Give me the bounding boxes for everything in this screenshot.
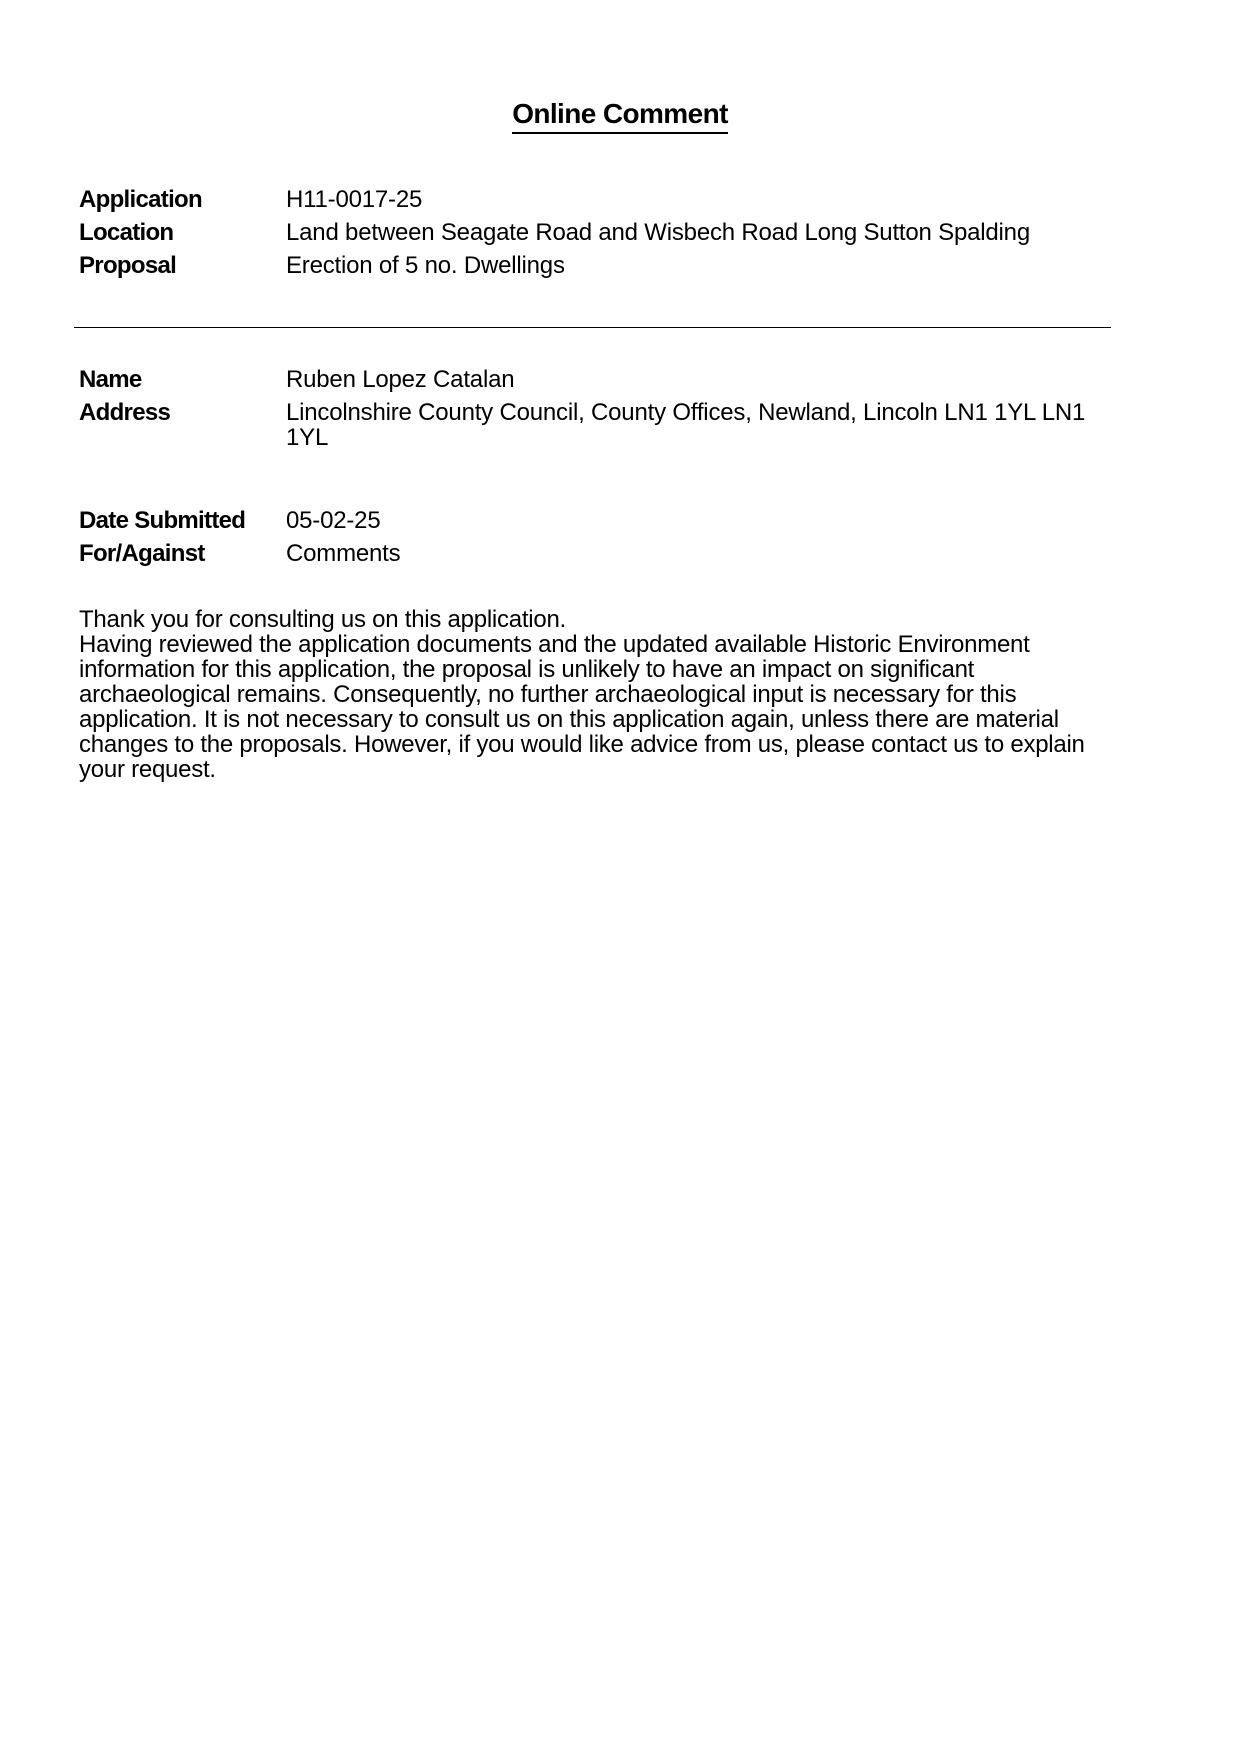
name-value: Ruben Lopez Catalan bbox=[286, 366, 515, 393]
address-label: Address bbox=[79, 399, 171, 426]
page-title bbox=[0, 97, 1240, 134]
for-against-value: Comments bbox=[286, 540, 401, 567]
application-value: H11-0017-25 bbox=[286, 186, 423, 213]
page-title-text: Online Comment bbox=[512, 97, 728, 134]
comment-line-1: Thank you for consulting us on this application. bbox=[79, 606, 566, 633]
comment-line-2: Having reviewed the application documents and the updated available Historic Environment information for this application, the proposal is unlikely to have an impact on significant archaeological remains. Consequently, no further archaeological input is necessary for this application. It is not necessary to consult us on this application again, unless there are material changes to the proposals. However, if you would like advice from us, please contact us to explain your request. bbox=[79, 631, 1085, 783]
comment-body bbox=[79, 607, 1129, 782]
location-label: Location bbox=[79, 219, 174, 246]
application-label: Application bbox=[79, 186, 202, 213]
name-label: Name bbox=[79, 366, 142, 393]
address-value: Lincolnshire County Council, County Offices, Newland, Lincoln LN1 1YL LN1 1YL bbox=[286, 399, 1086, 451]
proposal-label: Proposal bbox=[79, 252, 177, 279]
proposal-value: Erection of 5 no. Dwellings bbox=[286, 252, 565, 279]
date-submitted-value: 05-02-25 bbox=[286, 507, 381, 534]
date-submitted-label: Date Submitted bbox=[79, 507, 246, 534]
location-value: Land between Seagate Road and Wisbech Road Long Sutton Spalding bbox=[286, 219, 1030, 246]
section-divider bbox=[74, 327, 1111, 328]
for-against-label: For/Against bbox=[79, 540, 205, 567]
